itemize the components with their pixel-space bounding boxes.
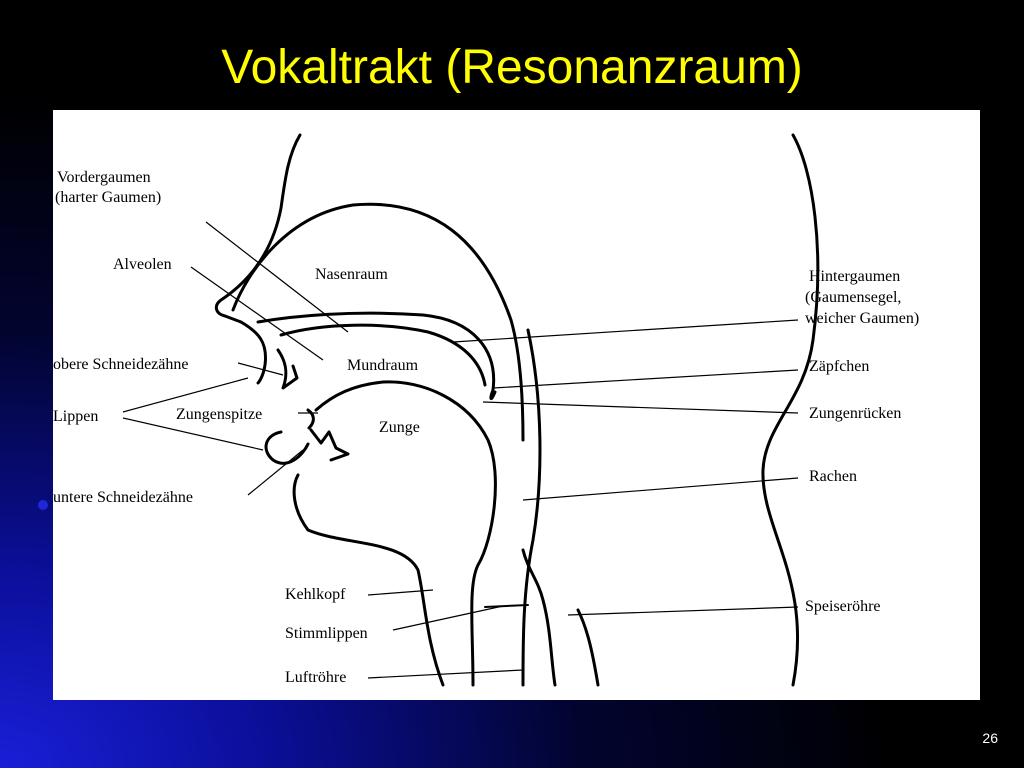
label-stimmlippen: Stimmlippen	[285, 625, 368, 642]
pharynx-back-outline	[523, 330, 540, 685]
leader-obere-schneidezaehne	[238, 363, 283, 375]
leader-stimmlippen	[393, 606, 503, 630]
upper-lip-outline	[241, 322, 266, 383]
label-mundraum: Mundraum	[347, 357, 419, 374]
label-luftroehre: Luftröhre	[285, 669, 347, 686]
leader-hintergaumen	[453, 320, 798, 342]
label-nasenraum: Nasenraum	[315, 266, 388, 283]
label-rachen: Rachen	[809, 468, 857, 485]
leader-speiseroehre	[568, 607, 798, 615]
label-lippen: Lippen	[53, 408, 99, 425]
label-alveolen: Alveolen	[113, 256, 172, 273]
leader-alveolen	[191, 267, 323, 360]
label-untere-schneidezaehne: untere Schneidezähne	[53, 489, 193, 506]
label-zungenspitze: Zungenspitze	[176, 406, 263, 423]
label-zunge: Zunge	[379, 419, 420, 436]
leader-luftroehre	[368, 670, 523, 678]
leader-zungenruecken	[483, 402, 798, 413]
label-harter-gaumen: (harter Gaumen)	[55, 189, 162, 206]
leader-rachen	[523, 478, 798, 500]
background-bullet-dot	[38, 500, 48, 510]
label-obere-schneidezaehne: obere Schneidezähne	[53, 356, 189, 373]
upper-teeth-outline	[278, 350, 297, 388]
label-weicher-gaumen: weicher Gaumen)	[805, 310, 920, 327]
label-gaumensegel: (Gaumensegel,	[805, 289, 902, 306]
lower-lip-outline	[266, 432, 308, 463]
chin-neck-outline	[294, 475, 443, 685]
label-speiseroehre: Speiseröhre	[805, 598, 881, 615]
vocal-tract-diagram	[53, 110, 980, 700]
label-zungenruecken: Zungenrücken	[809, 405, 902, 422]
nasal-cavity-outline	[233, 204, 523, 440]
leader-zaepfchen	[493, 370, 798, 388]
page-number: 26	[982, 730, 998, 746]
esophagus-inner-outline	[578, 610, 598, 685]
vocal-fold-outline	[485, 605, 528, 607]
slide-title: Vokaltrakt (Resonanzraum)	[221, 41, 803, 94]
label-hintergaumen: Hintergaumen	[809, 268, 901, 285]
label-kehlkopf: Kehlkopf	[285, 586, 346, 603]
lower-teeth-outline	[311, 430, 348, 460]
label-vordergaumen: Vordergaumen	[57, 169, 151, 186]
label-zaepfchen: Zäpfchen	[809, 358, 870, 375]
